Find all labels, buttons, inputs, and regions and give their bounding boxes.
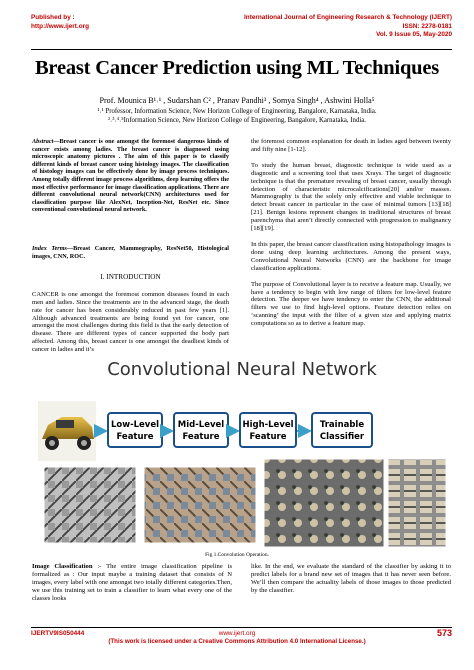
right-paragraph: In this paper, the breast cancer classification using histopathology images is done using deep learning architectures. Among the present ways, Convolutional Neural Networks (CNN) are the backbone for image classification applications. xyxy=(251,240,451,272)
affiliation-2: ²˒³˒⁴˒⁵Information Science, New Horizon College of Engineering, Bangalore, Karnataka, India. xyxy=(108,117,366,124)
high-level-feature-maps xyxy=(264,459,384,547)
author-list: Prof. Mounica B¹˒¹ , Sudarshan C² , Pranav Pandhi³ , Somya Singh⁴ , Ashwini Holla⁵ xyxy=(99,96,375,105)
header-left xyxy=(31,14,89,31)
issn-label: ISSN: 2278-0181 xyxy=(402,22,452,30)
feature-box-label: Feature xyxy=(116,432,154,442)
feature-box-label: Classifier xyxy=(319,432,365,442)
abstract-text: —Breast cancer is one amongst the foremost dangerous kinds of cancer exists among ladies. The breast cancer is diagnosed using microscopic anatomy pictures . The aim of this paper is to classify different kinds of breast cancer using histology images. The classification of histology images can be effectively done by image process techniques. Among totally different image process algorithms, deep learning offers the most effective performance for image classification applications. There are different convolutional neural network(CNN) architectures used for classification purpose like AlexNet, Inception-Net, ResNet etc. Since conventional convolutional neural network. xyxy=(32,138,229,214)
cnn-figure xyxy=(34,355,450,551)
feature-box-label: Trainable xyxy=(319,420,365,430)
low-level-feature-maps xyxy=(44,467,136,543)
right-paragraph: To study the human breast, diagnostic technique is wide used as a diagnostic and a screening tool that uses Xrays. The target of diagnostic technique is that the premature revealing of breast cancer, usually through detection of characteristic microcalcifications[20] and/or masses. Mammography is that the solely only effective and viable technique to detect breast cancer in particular in the case of minimal tumors [13][18][21]. Benign lesions represent changes in traditional structures of breast parenchyma that aren’t directly connected with progression to malignancy [18][19]. xyxy=(251,161,451,233)
journal-site-link[interactable]: http://www.ijert.org xyxy=(31,22,89,30)
footer-url-link[interactable]: www.ijert.org xyxy=(218,630,256,637)
index-terms xyxy=(32,245,229,260)
footer-divider xyxy=(31,627,452,628)
header-right xyxy=(244,14,452,40)
paper-title: Breast Cancer Prediction using ML Techniques xyxy=(34,57,440,79)
paper-id: IJERTV9IS050444 xyxy=(31,630,85,637)
bottom-right-paragraph: like. In the end, we evaluate the standard of the classifier by asking it to predict labels for a brand new set of images that it has never seen before. We’ll then compare the actuality labels of those images to those predicted by the classifier. xyxy=(251,563,451,594)
affiliation-1: ¹˒¹ Professor, Information Science, New Horizon College of Engineering, Bangalore, Karnataka, India. xyxy=(97,108,377,115)
feature-box xyxy=(174,413,228,447)
mid-level-feature-maps xyxy=(144,467,256,543)
right-column xyxy=(251,138,451,328)
feature-box xyxy=(240,413,296,447)
feature-box-label: Feature xyxy=(249,432,287,442)
license-note: (This work is licensed under a Creative Commons Attribution 4.0 International License.) xyxy=(108,638,366,645)
bottom-left-paragraph xyxy=(32,563,232,603)
journal-name: International Journal of Engineering Research & Technology (IJERT) xyxy=(244,14,452,21)
feature-box xyxy=(312,413,372,447)
abstract-label: Abstract xyxy=(32,138,54,145)
header-divider xyxy=(31,49,452,50)
index-terms-label: Index Terms xyxy=(32,245,67,252)
volume-label: Vol. 9 Issue 05, May-2020 xyxy=(376,31,452,39)
right-paragraph: The purpose of Convolutional layer is to receive a feature map. Usually, we have a tendency to begin with low range of filters for low-level feature detection. The deeper we have tendency to enter the CNN, the additional filters we use to find high-level options. Feature detection relies on ‘scanning’ the input with the filter of a given size and applying matrix computations so as to derive a feature map. xyxy=(251,280,451,328)
figure-title: Convolutional Neural Network xyxy=(107,359,377,380)
image-classification-heading: Image Classification xyxy=(32,563,93,570)
right-paragraph: the foremost common explanation for death in ladies aged between twenty and fifty nine [1-12]. xyxy=(251,138,451,153)
abstract xyxy=(32,138,229,214)
section-heading: I. INTRODUCTION xyxy=(100,273,161,281)
input-car-image xyxy=(38,401,96,461)
feature-box-label: High-Level xyxy=(242,420,294,430)
image-classification-text: :- The entire image classification pipeline is formalized as : Our input maybe a training dataset that consists of N images, every label with one amongst two totally different categories.Then, we use this training set to train a classifier to learn what every one of the classes looks xyxy=(32,563,233,602)
figure-caption: Fig 1.Convolution Operation. xyxy=(205,552,269,558)
high-level-feature-maps-2 xyxy=(388,459,446,547)
intro-paragraph: CANCER is one amongst the foremost common diseases found in each men and ladies. Since the treatments are in the advanced stage, the death rate for cancer has been considerably reduced in past few years [1]. Although advanced treatments are being found yet for cancer, one amongst the most challenges during this field is that the early detection of disease. There are different types of cancer supported the body part affected. Among this, breast cancer is one amongst the deadliest kinds of cancer in ladies and it’s xyxy=(32,291,229,353)
feature-box-label: Low-Level xyxy=(110,420,160,430)
page-number: 573 xyxy=(436,628,452,638)
feature-box-label: Feature xyxy=(182,432,220,442)
feature-box-label: Mid-Level xyxy=(177,420,225,430)
feature-box xyxy=(108,413,162,447)
index-terms-text: —Breast Cancer, Mammography, ResNet50, Histological images, CNN, ROC. xyxy=(32,245,230,260)
published-by-label: Published by : xyxy=(31,14,75,21)
